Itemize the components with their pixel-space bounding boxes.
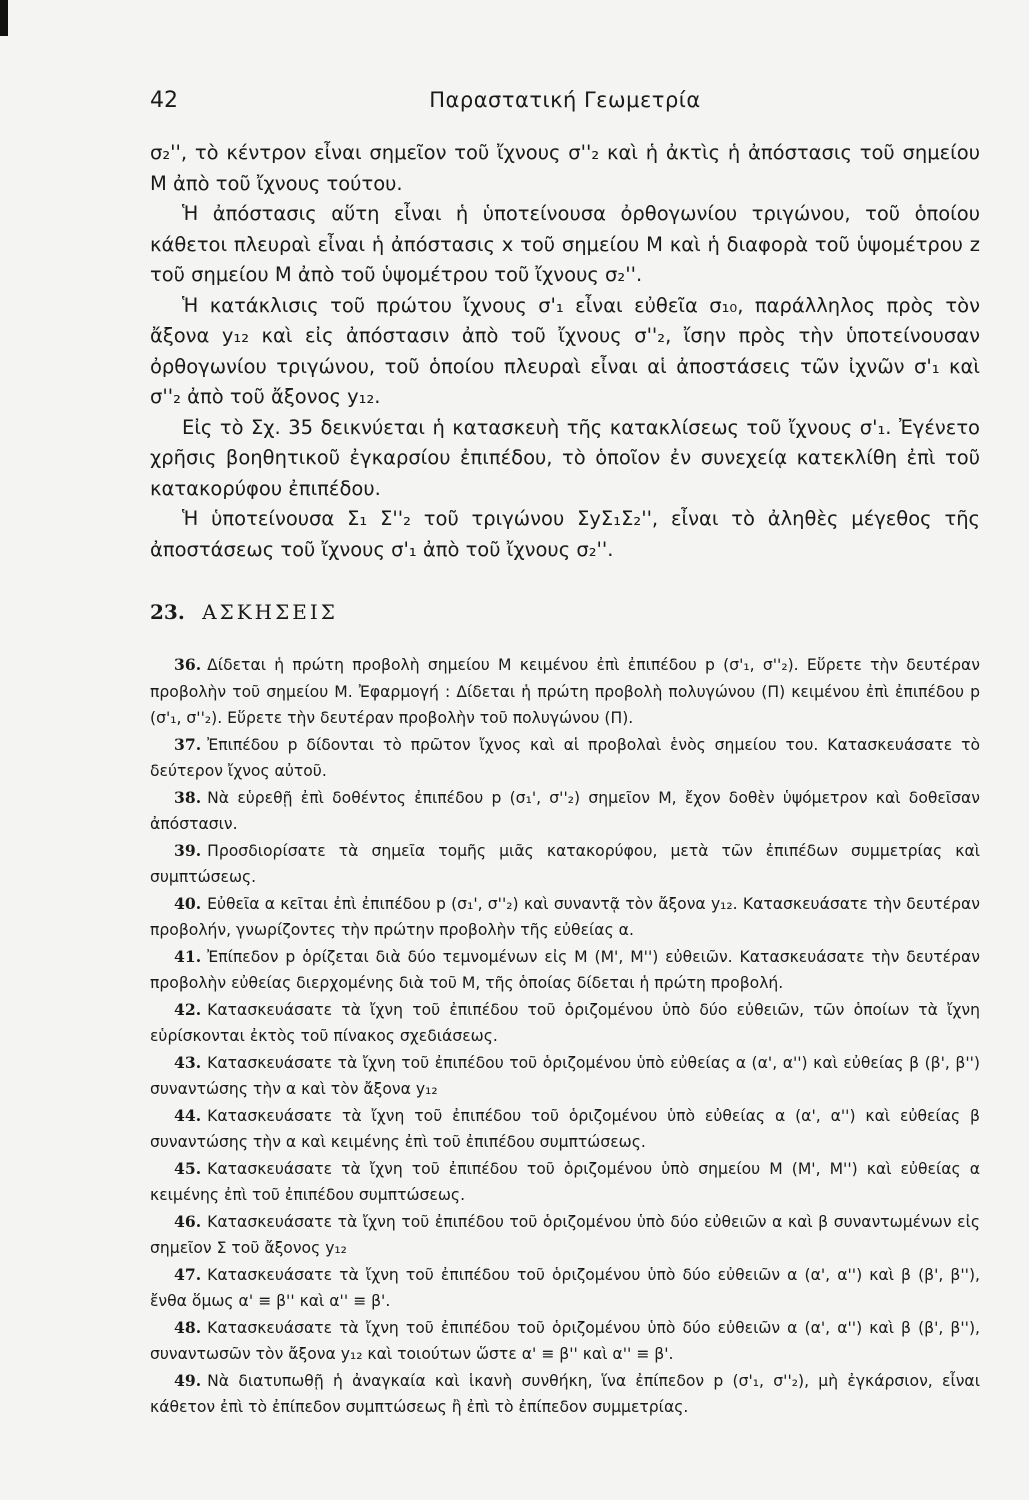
exercise-text: Κατασκευάσατε τὰ ἴχνη τοῦ ἐπιπέδου τοῦ ὁριζομένου ὑπὸ εὐθείας α (α', α'') καὶ εὐθείας β (β', β'') συναντώσης τὴν α καὶ τὸν ἄξονα y₁₂: [150, 1053, 980, 1098]
exercise-text: Προσδιορίσατε τὰ σημεῖα τομῆς μιᾶς κατακορύφου, μετὰ τῶν ἐπιπέδων συμμετρίας καὶ συμπτώσεως.: [150, 841, 980, 886]
exercise-text: Κατασκευάσατε τὰ ἴχνη τοῦ ἐπιπέδου τοῦ ὁριζομένου ὑπὸ δύο εὐθειῶν α (α', α'') καὶ β (β', β''), ἔνθα ὅμως α' ≡ β'' καὶ α'' ≡ β'.: [150, 1265, 980, 1310]
section-title: ΑΣΚΗΣΕΙΣ: [202, 600, 338, 624]
exercise-item: [150, 732, 980, 785]
exercise-text: Κατασκευάσατε τὰ ἴχνη τοῦ ἐπιπέδου τοῦ ὁριζομένου ὑπὸ δύο εὐθειῶν α (α', α'') καὶ β (β', β''), συναντωσῶν τὸν ἄξονα y₁₂ καὶ τοιούτων ὥστε α' ≡ β'' καὶ α'' ≡ β'.: [150, 1318, 980, 1363]
exercise-number: 41.: [174, 946, 202, 966]
exercise-text: Κατασκευάσατε τὰ ἴχνη τοῦ ἐπιπέδου τοῦ ὁριζομένου ὑπὸ εὐθείας α (α', α'') καὶ εὐθείας β συναντώσης τὴν α καὶ κειμένης ἐπὶ τοῦ ἐπιπέδου συμπτώσεως.: [150, 1106, 980, 1151]
exercise-item: [150, 891, 980, 944]
running-title: Παραστατική Γεωμετρία: [429, 88, 701, 112]
exercise-number: 38.: [174, 787, 202, 807]
exercise-text: Νὰ διατυπωθῇ ἡ ἀναγκαία καὶ ἱκανὴ συνθήκη, ἵνα ἐπίπεδον p (σ'₁, σ''₂), μὴ ἐγκάρσιον, εἶναι κάθετον ἐπὶ τὸ ἐπίπεδον συμπτώσεως ἢ ἐπὶ τὸ ἐπίπεδον συμμετρίας.: [150, 1371, 980, 1416]
exercise-text: Κατασκευάσατε τὰ ἴχνη τοῦ ἐπιπέδου τοῦ ὁριζομένου ὑπὸ δύο εὐθειῶν, τῶν ὁποίων τὰ ἴχνη εὑρίσκονται ἐκτὸς τοῦ πίνακος σχεδιάσεως.: [150, 1000, 980, 1045]
exercise-text: Κατασκευάσατε τὰ ἴχνη τοῦ ἐπιπέδου τοῦ ὁριζομένου ὑπὸ σημείου M (M', M'') καὶ εὐθείας α κειμένης ἐπὶ τοῦ ἐπιπέδου συμπτώσεως.: [150, 1159, 980, 1204]
exercise-item: [150, 1368, 980, 1421]
exercise-number: 45.: [174, 1158, 202, 1178]
exercise-text: Κατασκευάσατε τὰ ἴχνη τοῦ ἐπιπέδου τοῦ ὁριζομένου ὑπὸ δύο εὐθειῶν α καὶ β συναντωμένων εἰς σημεῖον Σ τοῦ ἄξονος y₁₂: [150, 1212, 980, 1257]
exercise-item: [150, 1262, 980, 1315]
exercise-item: [150, 1209, 980, 1262]
section-number: 23.: [150, 600, 185, 624]
exercise-text: Ἐπιπέδου p δίδονται τὸ πρῶτον ἴχνος καὶ αἱ προβολαὶ ἑνὸς σημείου του. Κατασκευάσατε τὸ δεύτερον ἴχνος αὐτοῦ.: [150, 735, 980, 780]
exercise-number: 40.: [174, 893, 202, 913]
exercise-number: 47.: [174, 1264, 202, 1284]
exercise-number: 36.: [174, 655, 202, 674]
exercise-item: [150, 997, 980, 1050]
exercise-text: Δίδεται ἡ πρώτη προβολὴ σημείου M κειμένου ἐπὶ ἐπιπέδου p (σ'₁, σ''₂). Εὕρετε τὴν δευτέραν προβολὴν τοῦ σημείου M. Ἐφαρμογή : Δίδεται ἡ πρώτη προβολὴ πολυγώνου (Π) κειμένου ἐπὶ ἐπιπέδου p (σ'₁, σ''₂). Εὕρετε τὴν δευτέραν προβολὴν τοῦ πολυγώνου (Π).: [150, 656, 980, 727]
paragraph: Ἡ ὑποτείνουσα Σ₁ Σ''₂ τοῦ τριγώνου ΣyΣ₁Σ₂'', εἶναι τὸ ἀληθὲς μέγεθος τῆς ἀποστάσεως τοῦ ἴχνους σ'₁ ἀπὸ τοῦ ἴχνους σ₂''.: [150, 507, 980, 561]
exercise-number: 46.: [174, 1211, 202, 1231]
exercise-number: 39.: [174, 840, 202, 860]
page-number: 42: [150, 88, 178, 113]
exercise-item: [150, 1103, 980, 1156]
paragraph: Ἡ κατάκλισις τοῦ πρώτου ἴχνους σ'₁ εἶναι εὐθεῖα σ₁₀, παράλληλος πρὸς τὸν ἄξονα y₁₂ καὶ εἰς ἀπόστασιν ἀπὸ τοῦ ἴχνους σ''₂, ἴσην πρὸς τὴν ὑποτείνουσαν ὀρθογωνίου τριγώνου, τοῦ ὁποίου πλευραὶ εἶναι αἱ ἀποστάσεις τῶν ἰχνῶν σ'₁ καὶ σ''₂ ἀπὸ τοῦ ἄξονος y₁₂.: [150, 293, 980, 408]
exercise-text: Εὐθεῖα α κεῖται ἐπὶ ἐπιπέδου p (σ₁', σ''₂) καὶ συναντᾷ τὸν ἄξονα y₁₂. Κατασκευάσατε τὴν δευτέραν προβολήν, γνωρίζοντες τὴν πρώτην προβολὴν τῆς εὐθείας α.: [150, 894, 980, 939]
exercise-text: Νὰ εὑρεθῇ ἐπὶ δοθέντος ἐπιπέδου p (σ₁', σ''₂) σημεῖον M, ἔχον δοθὲν ὑψόμετρον καὶ δοθεῖσαν ἀπόστασιν.: [150, 788, 980, 833]
exercise-number: 49.: [174, 1370, 202, 1390]
page-header: [150, 88, 980, 118]
exercise-item: [150, 944, 980, 997]
paragraph: σ₂'', τὸ κέντρον εἶναι σημεῖον τοῦ ἴχνους σ''₂ καὶ ἡ ἀκτὶς ἡ ἀπόστασις τοῦ σημείου M ἀπὸ τοῦ ἴχνους τούτου.: [150, 141, 980, 195]
exercise-number: 44.: [174, 1105, 202, 1125]
exercise-text: Ἐπίπεδον p ὁρίζεται διὰ δύο τεμνομένων εἰς M (M', M'') εὐθειῶν. Κατασκευάσατε τὴν δευτέραν προβολὴν εὐθείας διερχομένης διὰ τοῦ M, τῆς ὁποίας δίδεται ἡ πρώτη προβολή.: [150, 947, 980, 992]
paragraph: Ἡ ἀπόστασις αὕτη εἶναι ἡ ὑποτείνουσα ὀρθογωνίου τριγώνου, τοῦ ὁποίου κάθετοι πλευραὶ εἶναι ἡ ἀπόστασις x τοῦ σημείου M καὶ ἡ διαφορὰ τοῦ ὑψομέτρου z τοῦ σημείου M ἀπὸ τοῦ ὑψομέτρου τοῦ ἴχνους σ₂''.: [150, 202, 980, 286]
exercise-number: 37.: [174, 734, 202, 754]
exercise-number: 42.: [174, 999, 202, 1019]
exercise-item: [150, 652, 980, 732]
exercise-item: [150, 785, 980, 838]
exercise-number: 48.: [174, 1317, 202, 1337]
exercise-list: [150, 652, 980, 1421]
section-heading: [150, 600, 338, 624]
paragraph: Εἰς τὸ Σχ. 35 δεικνύεται ἡ κατασκευὴ τῆς κατακλίσεως τοῦ ἴχνους σ'₁. Ἐγένετο χρῆσις βοηθητικοῦ ἐγκαρσίου ἐπιπέδου, τὸ ὁποῖον ἐν συνεχείᾳ κατεκλίθη ἐπὶ τοῦ κατακορύφου ἐπιπέδου.: [150, 415, 980, 500]
exercise-item: [150, 838, 980, 891]
exercise-item: [150, 1156, 980, 1209]
exercise-number: 43.: [174, 1052, 202, 1072]
scan-edge-mark: [0, 0, 8, 36]
exercise-item: [150, 1050, 980, 1103]
body-text: [150, 138, 980, 565]
exercise-item: [150, 1315, 980, 1368]
